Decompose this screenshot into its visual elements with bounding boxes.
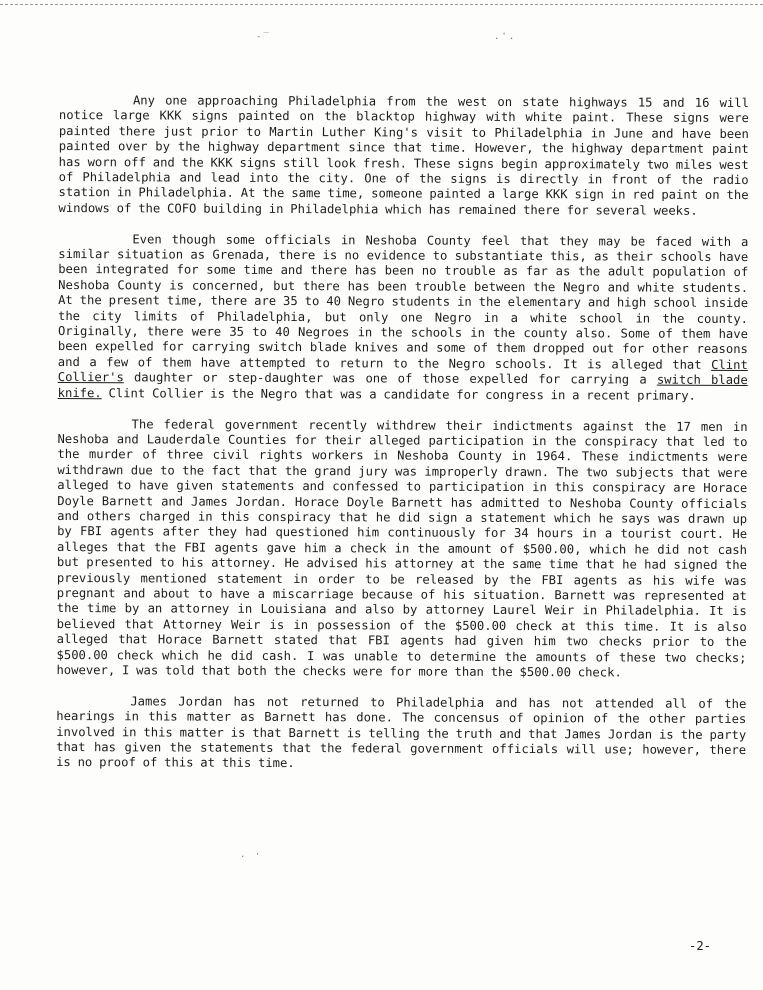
paragraph-text: Clint Collier is the Negro that was a candidate for congress in a recent primary. [101, 385, 696, 403]
top-edge-rule [0, 4, 763, 5]
paragraph-text: Even though some officials in Neshoba County feel that they may be faced with a similar situation as Grenada, there is no evidence to substantiate this, as their schools have been integrated for some time and there has been no trouble as far as the adult population of Neshoba County is concerned, but there has been trouble between the Negro and white students. At the present time, there are 35 to 40 Negro students in the elementary and high school inside the city limits of Philadelphia, but only one Negro in a white school in the county. Originally, there were 35 to 40 Negroes in the schools in the county also. Some of them have been expelled for carrying switch blade knives and some of them dropped out for other reasons and a few of them have attempted to return to the Negro schools. It is alleged that [57, 231, 749, 372]
paragraph-neshoba-schools [58, 232, 749, 404]
paragraph-kkk-signs: Any one approaching Philadelphia from the west on state highways 15 and 16 will notice large KKK signs painted on the blacktop highway with white paint. These signs were painted there just prior to Martin Luther King's visit to Philadelphia in June and have been painted over by the highway department since that time. However, the highway department paint has worn off and the KKK signs still look fresh. These signs begin approximately two miles west of Philadelphia and lead into the city. One of the signs is directly in front of the radio station in Philadelphia. At the same time, someone painted a large KKK sign in red paint on the windows of the COFO building in Philadelphia which has remained there for several weeks. [58, 93, 749, 218]
paragraph-text: daughter or step-daughter was one of those expelled for carrying a [123, 370, 657, 387]
paragraph-james-jordan: James Jordan has not returned to Philadelphia and has not attended all of the hearings in this matter as Barnett has done. The concensus of opinion of the other parties involved in this matter is that Barnett is telling the truth and that James Jordan is the party that has given the statements that the federal government officials will use; however, there is no proof of this at this time. [56, 694, 747, 771]
scan-speck: . · [240, 850, 263, 860]
scan-speck: .'. [494, 32, 517, 42]
page-number: -2- [688, 939, 711, 953]
underlined-text: Clint Collier's [57, 357, 748, 385]
document-body [56, 93, 749, 789]
paragraph-indictments: The federal government recently withdrew their indictments against the 17 men in Neshoba and Lauderdale Counties for their alleged participation in the conspiracy that led to the murder of three civil rights workers in Neshoba County in 1964. These indictments were withdrawn due to the fact that the grand jury was improperly drawn. The two subjects that were alleged to have given statements and confessed to participation in this conspiracy are Horace Doyle Barnett and James Jordan. Horace Doyle Barnett has admitted to Neshoba County officials and others charged in this conspiracy that he did sign a statement which he says was drawn up by FBI agents after they had questioned him continuously for 34 hours in a tourist court. He alleges that the FBI agents gave him a check in the amount of $500.00, which he did not cash but presented to his attorney. He advised his attorney at the same time that he had signed the previously mentioned statement in order to be released by the FBI agents as his wife was pregnant and about to have a miscarriage because of his situation. Barnett was represented at the time by an attorney in Louisiana and also by attorney Laurel Weir in Philadelphia. It is believed that Attorney Weir is in possession of the $500.00 check at this time. It is also alleged that Horace Barnett stated that FBI agents had given him two checks prior to the $500.00 check which he did cash. I was unable to determine the amounts of these two checks; however, I was told that both the checks were for more than the $500.00 check. [56, 416, 748, 680]
scan-speck: -‾ [256, 32, 271, 42]
underlined-text: switch blade knife. [57, 372, 748, 400]
